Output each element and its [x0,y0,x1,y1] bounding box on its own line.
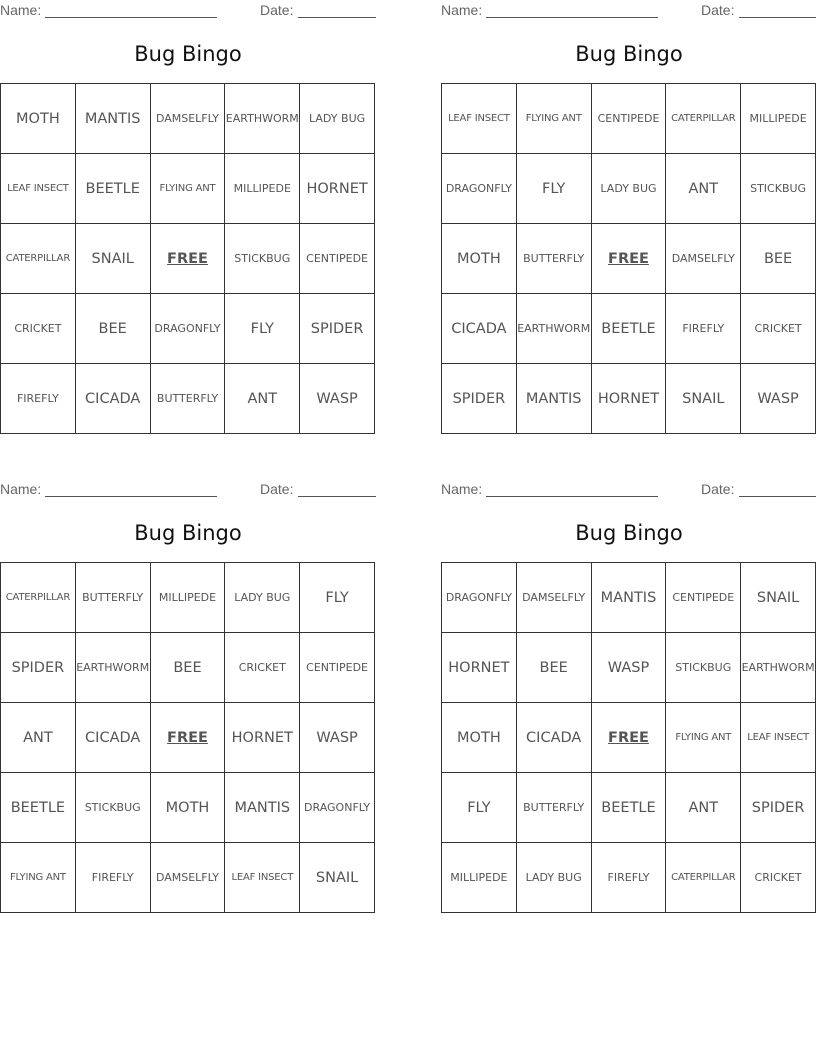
bingo-cell[interactable]: SPIDER [741,773,816,843]
bingo-cell[interactable]: EARTHWORM [225,84,300,154]
name-blank[interactable] [45,17,217,18]
bingo-card [0,0,376,436]
bingo-cell[interactable]: DRAGONFLY [442,154,517,224]
date-blank[interactable] [739,496,816,497]
bingo-cell[interactable]: LADY BUG [300,84,375,154]
bingo-cell[interactable]: CENTIPEDE [666,563,741,633]
bingo-cell[interactable]: SNAIL [76,224,151,294]
bingo-cell[interactable]: BUTTERFLY [151,364,226,434]
bingo-cell[interactable]: MILLIPEDE [741,84,816,154]
bingo-cell[interactable]: SPIDER [300,294,375,364]
bingo-cell[interactable]: MANTIS [592,563,667,633]
bingo-cell[interactable]: CRICKET [1,294,76,364]
bingo-cell[interactable]: SNAIL [300,843,375,913]
bingo-cell[interactable]: BUTTERFLY [517,773,592,843]
name-date-row [0,2,376,20]
bingo-cell[interactable]: FLYING ANT [1,843,76,913]
bingo-cell[interactable]: MOTH [442,703,517,773]
bingo-cell[interactable]: BEETLE [592,773,667,843]
bingo-cell[interactable]: LADY BUG [225,563,300,633]
bingo-cell[interactable]: DAMSELFLY [151,843,226,913]
bingo-cell[interactable]: ANT [666,773,741,843]
bingo-cell[interactable]: STICKBUG [741,154,816,224]
bingo-cell[interactable]: MOTH [442,224,517,294]
bingo-cell[interactable]: EARTHWORM [517,294,592,364]
bingo-cell[interactable]: CRICKET [741,294,816,364]
bingo-cell[interactable]: LADY BUG [592,154,667,224]
bingo-cell[interactable]: LEAF INSECT [741,703,816,773]
bingo-grid [0,562,375,913]
bingo-cell[interactable]: FLY [300,563,375,633]
bingo-cell[interactable]: BEETLE [592,294,667,364]
card-title: Bug Bingo [134,42,242,66]
bingo-cell[interactable]: CATERPILLAR [666,843,741,913]
bingo-cell[interactable]: EARTHWORM [76,633,151,703]
bingo-cell[interactable]: STICKBUG [76,773,151,843]
bingo-cell[interactable]: ANT [1,703,76,773]
bingo-cell[interactable]: EARTHWORM [741,633,816,703]
free-space[interactable]: FREE [592,224,667,294]
bingo-cell[interactable]: CENTIPEDE [592,84,667,154]
name-blank[interactable] [486,17,658,18]
name-date-row [441,2,816,20]
bingo-cell[interactable]: STICKBUG [225,224,300,294]
bingo-cell[interactable]: DRAGONFLY [300,773,375,843]
bingo-cell[interactable]: BEE [151,633,226,703]
free-space[interactable]: FREE [592,703,667,773]
bingo-cell[interactable]: ANT [666,154,741,224]
bingo-cell[interactable]: SPIDER [442,364,517,434]
bingo-cell[interactable]: BEETLE [1,773,76,843]
bingo-cell[interactable]: WASP [741,364,816,434]
bingo-grid [441,83,816,434]
bingo-cell[interactable]: SNAIL [666,364,741,434]
bingo-cell[interactable]: FLY [517,154,592,224]
bingo-cell[interactable]: BEE [517,633,592,703]
bingo-cell[interactable]: BEE [741,224,816,294]
bingo-cell[interactable]: WASP [300,703,375,773]
name-label: Name: [441,2,483,18]
bingo-cell[interactable]: FLY [442,773,517,843]
name-label: Name: [0,481,42,497]
bingo-cell[interactable]: HORNET [592,364,667,434]
bingo-cell[interactable]: BEE [76,294,151,364]
date-blank[interactable] [298,17,376,18]
bingo-cell[interactable]: MOTH [1,84,76,154]
bingo-cell[interactable]: CICADA [76,364,151,434]
card-title: Bug Bingo [134,521,242,545]
date-blank[interactable] [739,17,816,18]
bingo-cell[interactable]: FLYING ANT [151,154,226,224]
bingo-cell[interactable]: WASP [300,364,375,434]
name-blank[interactable] [45,496,217,497]
bingo-cell[interactable]: FLY [225,294,300,364]
bingo-cell[interactable]: MANTIS [225,773,300,843]
bingo-cell[interactable]: LADY BUG [517,843,592,913]
bingo-cell[interactable]: BUTTERFLY [517,224,592,294]
name-date-row [0,481,376,499]
date-label: Date: [260,481,294,497]
bingo-card [441,0,816,436]
bingo-cell[interactable]: DRAGONFLY [151,294,226,364]
bingo-cell[interactable]: FIREFLY [1,364,76,434]
bingo-cell[interactable]: MILLIPEDE [225,154,300,224]
bingo-cell[interactable]: DRAGONFLY [442,563,517,633]
name-date-row [441,481,816,499]
bingo-cell[interactable]: FLYING ANT [666,703,741,773]
bingo-cell[interactable]: MILLIPEDE [442,843,517,913]
bingo-cell[interactable]: CICADA [442,294,517,364]
bingo-cell[interactable]: LEAF INSECT [442,84,517,154]
name-label: Name: [441,481,483,497]
bingo-cell[interactable]: CATERPILLAR [1,224,76,294]
bingo-cell[interactable]: MANTIS [76,84,151,154]
bingo-cell[interactable]: CRICKET [741,843,816,913]
bingo-cell[interactable]: FIREFLY [666,294,741,364]
free-space[interactable]: FREE [151,224,226,294]
bingo-cell[interactable]: FIREFLY [592,843,667,913]
date-label: Date: [701,481,735,497]
bingo-grid [0,83,375,434]
card-title: Bug Bingo [575,42,683,66]
bingo-cell[interactable]: MOTH [151,773,226,843]
bingo-cell[interactable]: LEAF INSECT [1,154,76,224]
bingo-cell[interactable]: MILLIPEDE [151,563,226,633]
bingo-cell[interactable]: DAMSELFLY [517,563,592,633]
bingo-cell[interactable]: MANTIS [517,364,592,434]
bingo-cell[interactable]: CICADA [517,703,592,773]
bingo-cell[interactable]: CATERPILLAR [666,84,741,154]
bingo-cell[interactable]: HORNET [442,633,517,703]
name-label: Name: [0,2,42,18]
bingo-cell[interactable]: HORNET [225,703,300,773]
bingo-cell[interactable]: ANT [225,364,300,434]
bingo-cell[interactable]: HORNET [300,154,375,224]
bingo-card [0,479,376,915]
bingo-cell[interactable]: CENTIPEDE [300,224,375,294]
bingo-cell[interactable]: STICKBUG [666,633,741,703]
bingo-cell[interactable]: BEETLE [76,154,151,224]
bingo-cell[interactable]: FIREFLY [76,843,151,913]
bingo-cell[interactable]: CICADA [76,703,151,773]
free-space[interactable]: FREE [151,703,226,773]
bingo-cell[interactable]: SNAIL [741,563,816,633]
bingo-cell[interactable]: DAMSELFLY [666,224,741,294]
bingo-cell[interactable]: BUTTERFLY [76,563,151,633]
bingo-cell[interactable]: WASP [592,633,667,703]
date-blank[interactable] [298,496,376,497]
name-blank[interactable] [486,496,658,497]
bingo-cell[interactable]: DAMSELFLY [151,84,226,154]
bingo-card [441,479,816,915]
bingo-cell[interactable]: SPIDER [1,633,76,703]
date-label: Date: [260,2,294,18]
bingo-cell[interactable]: FLYING ANT [517,84,592,154]
card-title: Bug Bingo [575,521,683,545]
bingo-cell[interactable]: CRICKET [225,633,300,703]
bingo-cell[interactable]: CATERPILLAR [1,563,76,633]
bingo-cell[interactable]: CENTIPEDE [300,633,375,703]
bingo-cell[interactable]: LEAF INSECT [225,843,300,913]
bingo-grid [441,562,816,913]
date-label: Date: [701,2,735,18]
